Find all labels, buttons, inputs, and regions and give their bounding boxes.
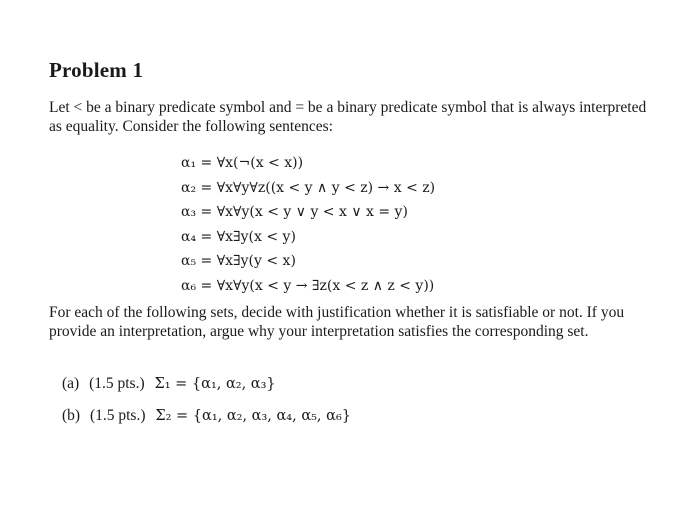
subquestion-b-points: (1.5 pts.): [89, 407, 146, 424]
sentence-alpha-6: α₆ = ∀x∀y(x < y → ∃z(x < z ∧ z < y)): [181, 277, 435, 294]
subquestion-b: [62, 404, 351, 436]
subquestion-b-set: Σ₂ = {α₁, α₂, α₃, α₄, α₅, α₆}: [155, 408, 351, 424]
problem-task: For each of the following sets, decide with justification whether it is satisfiable or not. If you provide an interpretation, argue why your interpretation satisfies the corresponding set.: [49, 304, 625, 340]
sentence-list: [181, 151, 435, 298]
subquestion-a-points: (1.5 pts.): [89, 375, 145, 392]
subquestion-b-tag: (b): [62, 407, 81, 424]
problem-title: Problem 1: [49, 58, 144, 82]
problem-intro: Let < be a binary predicate symbol and = be a binary predicate symbol that is always interpreted as equality. Consider the following sentences:: [49, 99, 647, 135]
sentence-alpha-2: α₂ = ∀x∀y∀z((x < y ∧ y < z) → x < z): [181, 179, 436, 196]
sentence-alpha-5: α₅ = ∀x∃y(y < x): [181, 253, 296, 269]
subquestion-a-tag: (a): [62, 375, 80, 392]
subquestion-list: [62, 372, 351, 436]
subquestion-a-set: Σ₁ = {α₁, α₂, α₃}: [154, 376, 276, 392]
subquestion-a: [62, 372, 351, 404]
sentence-alpha-3: α₃ = ∀x∀y(x < y ∨ y < x ∨ x = y): [181, 204, 408, 220]
sentence-alpha-4: α₄ = ∀x∃y(x < y): [181, 228, 296, 245]
sentence-alpha-1: α₁ = ∀x(¬(x < x)): [181, 155, 304, 171]
